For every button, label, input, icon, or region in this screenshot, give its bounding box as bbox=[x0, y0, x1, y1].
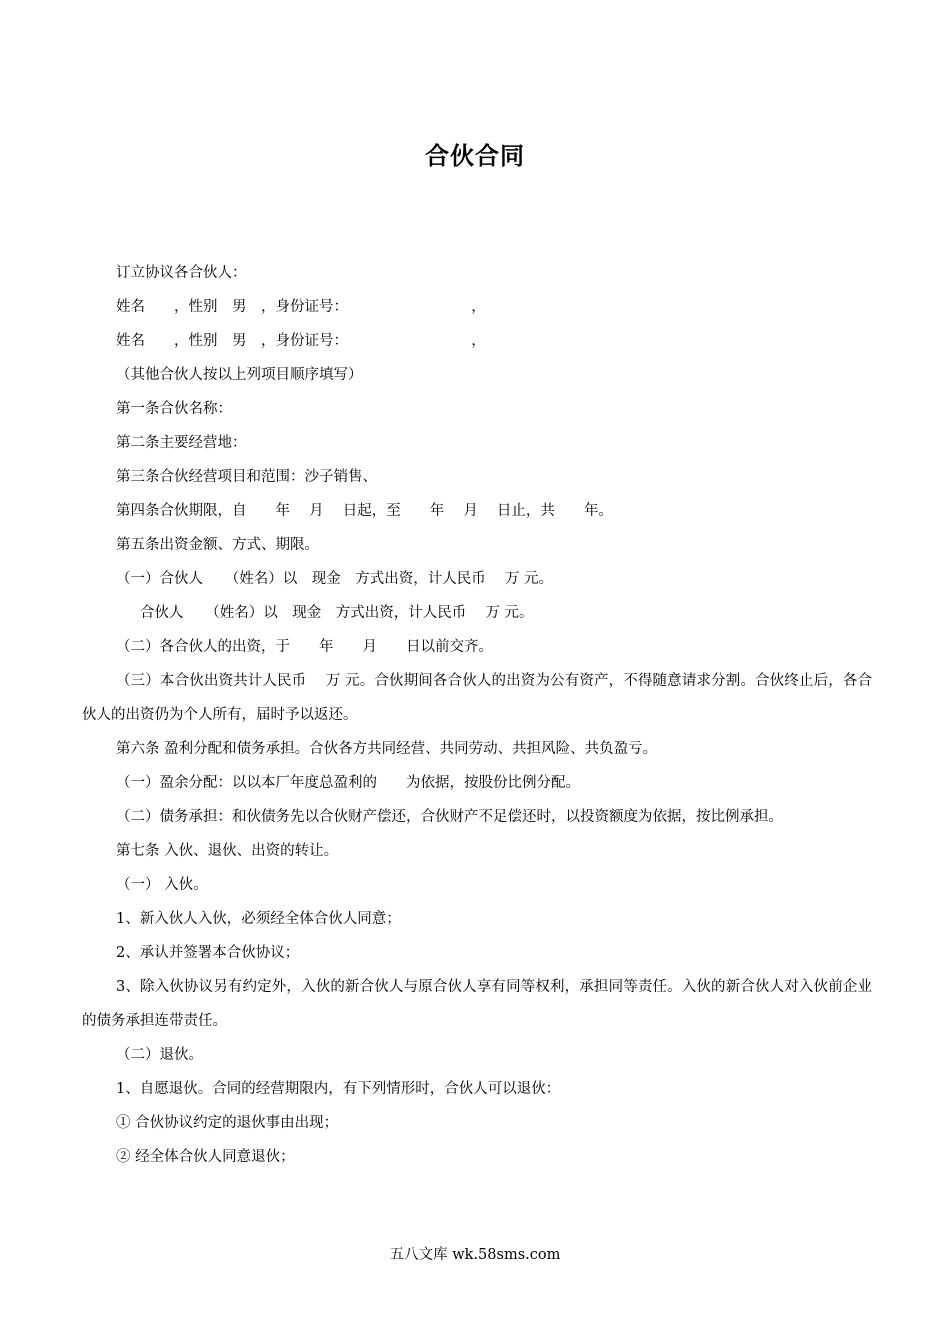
paragraph-joining-rule-2: 2、承认并签署本合伙协议； bbox=[116, 945, 300, 961]
paragraph-withdrawal-condition-2: ② 经全体合伙人同意退伙； bbox=[116, 1149, 295, 1165]
page-footer-watermark: 五八文库 wk.58sms.com bbox=[389, 1247, 561, 1263]
paragraph-article-5-item-1b: 合伙人 （姓名）以 现金 方式出资，计人民币 万 元。 bbox=[140, 605, 534, 621]
paragraph-parties-intro: 订立协议各合伙人： bbox=[116, 265, 247, 281]
paragraph-article-5-item-3: （三）本合伙出资共计人民币 万 元。合伙期间各合伙人的出资为公有资产，不得随意请求分割。合伙终止后，各合伙人的出资仍为个人所有，届时予以返还。 bbox=[82, 673, 872, 723]
paragraph-article-5-item-1: （一）合伙人 （姓名）以 现金 方式出资，计人民币 万 元。 bbox=[116, 571, 553, 587]
paragraph-article-7-item-2: （二）退伙。 bbox=[116, 1047, 203, 1063]
document-body bbox=[82, 256, 872, 1174]
paragraph-article-3: 第三条合伙经营项目和范围：沙子销售、 bbox=[116, 469, 377, 485]
paragraph-article-2: 第二条主要经营地： bbox=[116, 435, 247, 451]
paragraph-partner-1: 姓名 ，性别 男 ，身份证号： ， bbox=[116, 299, 486, 315]
document-title: 合伙合同 bbox=[425, 142, 525, 170]
paragraph-article-5: 第五条出资金额、方式、期限。 bbox=[116, 537, 319, 553]
paragraph-joining-rule-3: 3、除入伙协议另有约定外，入伙的新合伙人与原合伙人享有同等权利，承担同等责任。入伙的新合伙人对入伙前企业的债务承担连带责任。 bbox=[82, 979, 872, 1029]
paragraph-withdrawal-condition-1: ① 合伙协议约定的退伙事由出现； bbox=[116, 1115, 339, 1131]
paragraph-article-6-item-1: （一）盈余分配：以以本厂年度总盈利的 为依据，按股份比例分配。 bbox=[116, 775, 580, 791]
paragraph-withdrawal-rule-1: 1、自愿退伙。合同的经营期限内，有下列情形时，合伙人可以退伙： bbox=[116, 1081, 561, 1097]
paragraph-article-6: 第六条 盈利分配和债务承担。合伙各方共同经营、共同劳动、共担风险、共负盈亏。 bbox=[116, 741, 658, 757]
paragraph-article-7: 第七条 入伙、退伙、出资的转让。 bbox=[116, 843, 339, 859]
paragraph-other-partners-note: （其他合伙人按以上列项目顺序填写） bbox=[116, 367, 363, 383]
paragraph-partner-2: 姓名 ，性别 男 ，身份证号： ， bbox=[116, 333, 486, 349]
paragraph-article-5-item-2: （二）各合伙人的出资，于 年 月 日以前交齐。 bbox=[116, 639, 493, 655]
paragraph-article-4: 第四条合伙期限，自 年 月 日起，至 年 月 日止，共 年。 bbox=[116, 503, 613, 519]
paragraph-article-6-item-2: （二）债务承担：和伙债务先以合伙财产偿还，合伙财产不足偿还时，以投资额度为依据，按比例承担。 bbox=[116, 809, 783, 825]
paragraph-joining-rule-1: 1、新入伙人入伙，必须经全体合伙人同意； bbox=[116, 911, 401, 927]
paragraph-article-7-item-1: （一） 入伙。 bbox=[116, 877, 208, 893]
paragraph-article-1: 第一条合伙名称： bbox=[116, 401, 232, 417]
